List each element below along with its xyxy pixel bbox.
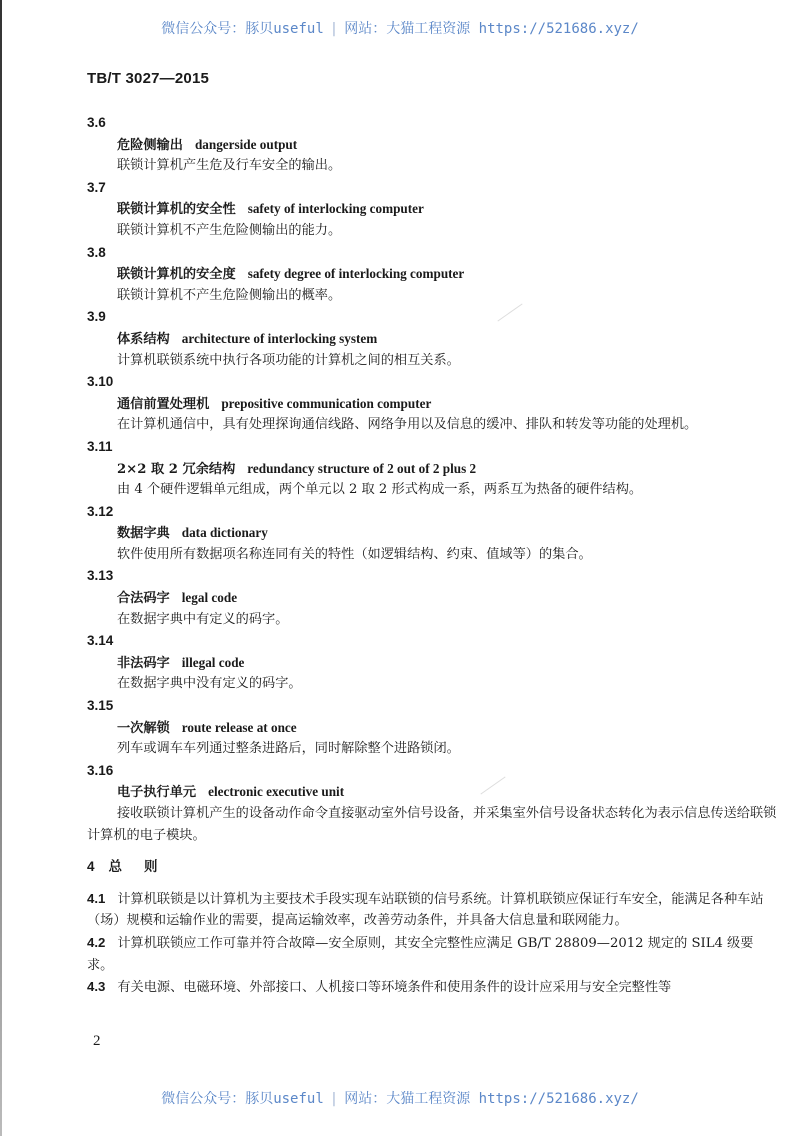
term-entry: [87, 371, 777, 436]
clause-number: 4.1: [87, 890, 106, 906]
term-definition: 接收联锁计算机产生的设备动作命令直接驱动室外信号设备，并采集室外信号设备状态转化为表示信息传送给联锁计算机的电子模块。: [87, 806, 777, 843]
term-title: [87, 522, 777, 544]
section-title: 总则: [108, 859, 180, 875]
clause: [87, 888, 777, 932]
watermark-bottom: [0, 1088, 800, 1108]
term-en: architecture of interlocking system: [181, 330, 378, 346]
term-definition: 在数据字典中没有定义的码字。: [117, 676, 302, 692]
term-title: [87, 393, 777, 415]
term-zh: 电子执行单元: [117, 785, 197, 801]
watermark-website: 网站：大猫工程资源 https://521686.xyz/: [344, 21, 639, 37]
clause-text: 计算机联锁是以计算机为主要技术手段实现车站联锁的信号系统。计算机联锁应保证行车安全，能满足各种车站（场）规模和运输作业的需要，提高运输效率，改善劳动条件，并具备大信息量和联网能力。: [87, 891, 764, 929]
clause: [87, 976, 777, 999]
term-title: [87, 652, 777, 674]
term-definition: 在数据字典中有定义的码字。: [117, 611, 289, 627]
term-en: legal code: [181, 590, 238, 606]
term-number: 3.14: [87, 633, 114, 649]
watermark-website: 网站：大猫工程资源 https://521686.xyz/: [344, 1091, 639, 1107]
term-entry: [87, 306, 777, 371]
clause: [87, 932, 777, 976]
term-definition: 列车或调车车列通过整条进路后，同时解除整个进路锁闭。: [117, 741, 460, 757]
term-title: [87, 781, 777, 803]
term-en: safety of interlocking computer: [247, 201, 424, 217]
term-number: 3.16: [87, 762, 114, 778]
clause-number: 4.2: [87, 934, 106, 950]
term-title: [87, 263, 777, 285]
term-title: [87, 134, 777, 156]
term-zh: 2×2 取 2 冗余结构: [117, 461, 236, 477]
term-number: 3.13: [87, 568, 114, 584]
document-body: [87, 112, 777, 999]
term-number: 3.12: [87, 503, 114, 519]
term-en: prepositive communication computer: [221, 395, 432, 411]
section-number: 4: [87, 859, 95, 875]
term-zh: 通信前置处理机: [117, 396, 210, 412]
term-entry: [87, 565, 777, 630]
page-edge: [0, 0, 2, 1136]
term-number: 3.9: [87, 309, 106, 325]
term-definition: 软件使用所有数据项名称连同有关的特性（如逻辑结构、约束、值域等）的集合。: [117, 546, 592, 562]
term-title: [87, 458, 777, 480]
term-zh: 体系结构: [117, 331, 170, 347]
term-title: [87, 587, 777, 609]
term-definition: 由 4 个硬件逻辑单元组成，两个单元以 2 取 2 形式构成一系，两系互为热备的硬件结构。: [117, 482, 643, 498]
term-en: electronic executive unit: [208, 784, 345, 800]
term-en: safety degree of interlocking computer: [247, 266, 465, 282]
term-en: route release at once: [181, 719, 297, 735]
term-title: [87, 717, 777, 739]
term-number: 3.11: [87, 438, 113, 454]
term-zh: 数据字典: [117, 526, 170, 542]
clause-text: 计算机联锁应工作可靠并符合故障—安全原则，其安全完整性应满足 GB/T 28809—2012 规定的 SIL4 级要求。: [87, 935, 754, 973]
term-definition: 计算机联锁系统中执行各项功能的计算机之间的相互关系。: [117, 352, 460, 368]
term-entry: [87, 630, 777, 695]
term-entry: [87, 177, 777, 242]
term-en: data dictionary: [181, 525, 268, 541]
term-zh: 联锁计算机的安全性: [117, 202, 236, 218]
term-definition: 在计算机通信中，具有处理探询通信线路、网络争用以及信息的缓冲、排队和转发等功能的处理机。: [117, 417, 698, 433]
clause-text: 有关电源、电磁环境、外部接口、人机接口等环境条件和使用条件的设计应采用与安全完整性等: [117, 980, 672, 996]
term-number: 3.6: [87, 115, 106, 130]
document-code: TB/T 3027—2015: [87, 70, 210, 87]
term-entry: [87, 242, 777, 307]
term-entry: [87, 501, 777, 566]
term-en: dangerside output: [194, 136, 298, 152]
term-number: 3.10: [87, 374, 114, 390]
term-number: 3.15: [87, 698, 114, 714]
term-definition: 联锁计算机不产生危险侧输出的概率。: [117, 287, 342, 303]
term-definition: 联锁计算机不产生危险侧输出的能力。: [117, 222, 342, 238]
term-number: 3.8: [87, 244, 106, 260]
term-zh: 非法码字: [117, 655, 170, 671]
term-zh: 合法码字: [117, 591, 170, 607]
term-en: redundancy structure of 2 out of 2 plus 2: [247, 460, 477, 476]
term-title: [87, 328, 777, 350]
term-entry: [87, 760, 777, 846]
watermark-wechat: 微信公众号：豚贝useful: [161, 1091, 324, 1107]
term-entry: [87, 695, 777, 760]
term-zh: 危险侧输出: [117, 137, 183, 153]
page-number: 2: [93, 1033, 101, 1049]
clause-number: 4.3: [87, 979, 106, 995]
term-zh: 一次解锁: [117, 720, 170, 736]
watermark-wechat: 微信公众号：豚贝useful: [161, 21, 324, 37]
section-heading: [87, 856, 777, 878]
watermark-separator: |: [329, 1091, 339, 1107]
term-zh: 联锁计算机的安全度: [117, 267, 236, 283]
term-entry: [87, 436, 777, 501]
watermark-separator: |: [329, 21, 339, 37]
term-title: [87, 198, 777, 220]
term-entry: [87, 112, 777, 177]
term-en: illegal code: [181, 654, 245, 670]
term-definition: 联锁计算机产生危及行车安全的输出。: [117, 158, 342, 174]
term-number: 3.7: [87, 179, 106, 195]
watermark-top: [0, 18, 800, 38]
